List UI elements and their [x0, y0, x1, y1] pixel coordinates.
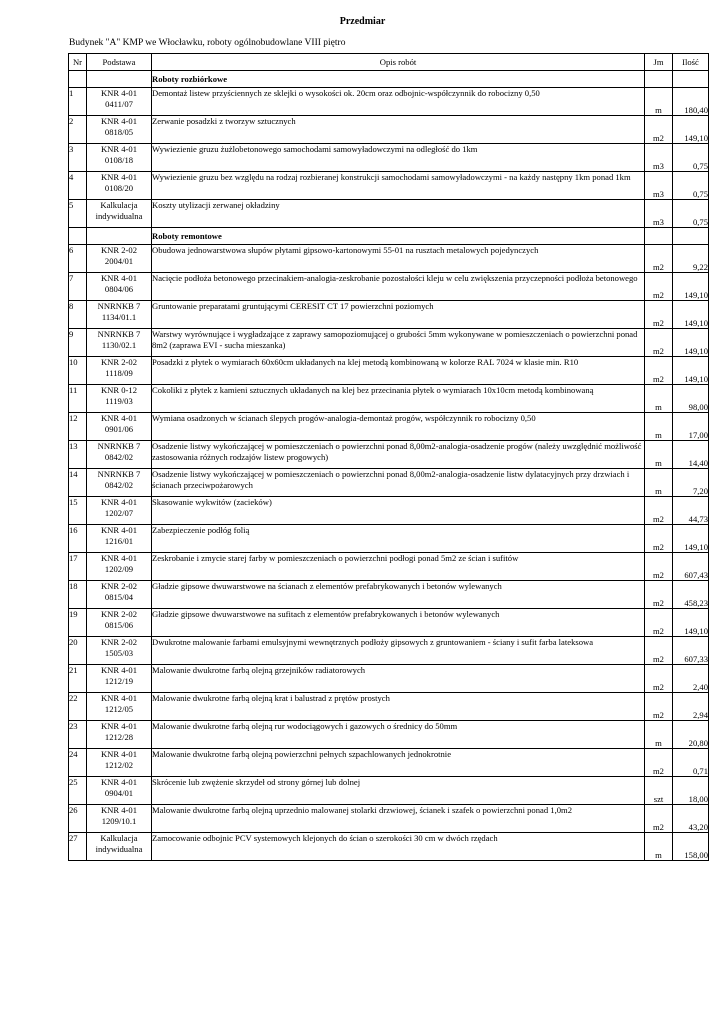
- section-ilosc-cell: [673, 71, 709, 88]
- table-row: [69, 637, 709, 665]
- row-podstawa: [87, 553, 152, 581]
- section-title: Roboty rozbiórkowe: [152, 71, 645, 88]
- row-description: Zamocowanie odbojnic PCV systemowych klejonych do ścian o szerokości 30 cm w dwóch rzędach: [152, 833, 645, 861]
- row-number: 7: [69, 273, 87, 301]
- table-row: [69, 273, 709, 301]
- row-number: 4: [69, 172, 87, 200]
- table-body: [69, 71, 709, 861]
- row-unit: m2: [645, 693, 673, 721]
- table-row: [69, 665, 709, 693]
- podstawa-catalog: KNR 4-01: [100, 693, 138, 703]
- podstawa-catalog: KNR 2-02: [100, 609, 138, 619]
- table-row: [69, 385, 709, 413]
- row-number: 11: [69, 385, 87, 413]
- row-quantity: 7,20: [673, 469, 709, 497]
- podstawa-catalog: KNR 2-02: [100, 357, 138, 367]
- row-quantity: 158,00: [673, 833, 709, 861]
- row-podstawa: [87, 200, 152, 228]
- row-quantity: 149,10: [673, 357, 709, 385]
- section-jm-cell: [645, 71, 673, 88]
- podstawa-catalog: KNR 2-02: [100, 637, 138, 647]
- row-number: 26: [69, 805, 87, 833]
- row-podstawa: [87, 693, 152, 721]
- row-unit: m2: [645, 301, 673, 329]
- row-podstawa: [87, 144, 152, 172]
- row-number: 27: [69, 833, 87, 861]
- section-row: [69, 71, 709, 88]
- row-description: Demontaż listew przyściennych ze sklejki o wysokości ok. 20cm oraz odbojnic-współczynnik do robocizny 0,50: [152, 88, 645, 116]
- table-row: [69, 581, 709, 609]
- row-number: 18: [69, 581, 87, 609]
- row-unit: m2: [645, 497, 673, 525]
- podstawa-position: 0411/07: [105, 99, 133, 109]
- row-number: 25: [69, 777, 87, 805]
- row-description: Zerwanie posadzki z tworzyw sztucznych: [152, 116, 645, 144]
- row-quantity: 18,00: [673, 777, 709, 805]
- podstawa-catalog: NNRNKB 7: [97, 441, 141, 451]
- row-quantity: 9,22: [673, 245, 709, 273]
- row-number: 6: [69, 245, 87, 273]
- row-unit: m: [645, 441, 673, 469]
- row-description: Wywiezienie gruzu żużlobetonowego samochodami samowyładowczymi na odległość do 1km: [152, 144, 645, 172]
- row-quantity: 149,10: [673, 525, 709, 553]
- row-description: Malowanie dwukrotne farbą olejną powierzchni pełnych szpachlowanych jednokrotnie: [152, 749, 645, 777]
- podstawa-position: 0108/20: [104, 183, 134, 193]
- section-podstawa-cell: [87, 71, 152, 88]
- table-row: [69, 200, 709, 228]
- row-unit: m: [645, 413, 673, 441]
- table-row: [69, 749, 709, 777]
- podstawa-position: 0108/18: [104, 155, 134, 165]
- row-description: Dwukrotne malowanie farbami emulsyjnymi wewnętrznych podłoży gipsowych z gruntowaniem - ściany i sufit farba lateksowa: [152, 637, 645, 665]
- bill-of-quantities-table: [68, 53, 709, 861]
- row-podstawa: [87, 385, 152, 413]
- podstawa-catalog: NNRNKB 7: [97, 469, 141, 479]
- podstawa-position: 0842/02: [104, 480, 134, 490]
- podstawa-catalog: KNR 4-01: [100, 144, 138, 154]
- table-row: [69, 413, 709, 441]
- podstawa-position: 0804/06: [104, 284, 134, 294]
- row-quantity: 607,43: [673, 553, 709, 581]
- row-quantity: 0,75: [673, 172, 709, 200]
- section-ilosc-cell: [673, 228, 709, 245]
- podstawa-position: 1216/01: [104, 536, 134, 546]
- podstawa-catalog: KNR 4-01: [100, 805, 138, 815]
- podstawa-position: 0901/06: [104, 424, 134, 434]
- header-podstawa: Podstawa: [87, 54, 152, 71]
- row-number: 16: [69, 525, 87, 553]
- row-number: 2: [69, 116, 87, 144]
- row-podstawa: [87, 116, 152, 144]
- row-unit: m2: [645, 525, 673, 553]
- row-number: 3: [69, 144, 87, 172]
- podstawa-catalog: Kalkulacja: [100, 833, 138, 843]
- table-row: [69, 469, 709, 497]
- row-podstawa: [87, 329, 152, 357]
- row-quantity: 607,33: [673, 637, 709, 665]
- table-row: [69, 329, 709, 357]
- row-quantity: 149,10: [673, 301, 709, 329]
- row-description: Malowanie dwukrotne farbą olejną rur wodociągowych i gazowych o średnicy do 50mm: [152, 721, 645, 749]
- row-number: 5: [69, 200, 87, 228]
- header-ilosc: Ilość: [673, 54, 709, 71]
- podstawa-position: 1212/28: [104, 732, 134, 742]
- row-podstawa: [87, 665, 152, 693]
- podstawa-catalog: KNR 4-01: [100, 116, 138, 126]
- row-podstawa: [87, 441, 152, 469]
- section-row: [69, 228, 709, 245]
- podstawa-catalog: KNR 2-02: [100, 581, 138, 591]
- table-row: [69, 553, 709, 581]
- podstawa-position: 1202/07: [104, 508, 134, 518]
- row-unit: m: [645, 833, 673, 861]
- row-podstawa: [87, 805, 152, 833]
- podstawa-catalog: KNR 4-01: [100, 665, 138, 675]
- section-nr-cell: [69, 228, 87, 245]
- row-description: Koszty utylizacji zerwanej okładziny: [152, 200, 645, 228]
- row-unit: m2: [645, 637, 673, 665]
- table-row: [69, 693, 709, 721]
- row-description: Wymiana osadzonych w ścianach ślepych progów-analogia-demontaż progów, współczynnik ro robocizny 0,50: [152, 413, 645, 441]
- podstawa-catalog: KNR 4-01: [100, 413, 138, 423]
- row-unit: m3: [645, 144, 673, 172]
- row-description: Gładzie gipsowe dwuwarstwowe na ścianach z elementów prefabrykowanych i betonów wylewanych: [152, 581, 645, 609]
- row-unit: m2: [645, 581, 673, 609]
- section-nr-cell: [69, 71, 87, 88]
- row-podstawa: [87, 637, 152, 665]
- row-unit: m2: [645, 245, 673, 273]
- row-unit: m2: [645, 805, 673, 833]
- podstawa-position: 0904/01: [104, 788, 134, 798]
- section-podstawa-cell: [87, 228, 152, 245]
- table-row: [69, 144, 709, 172]
- row-unit: m2: [645, 273, 673, 301]
- row-unit: m2: [645, 329, 673, 357]
- row-podstawa: [87, 721, 152, 749]
- row-quantity: 458,23: [673, 581, 709, 609]
- row-description: Wywiezienie gruzu bez względu na rodzaj rozbieranej konstrukcji samochodami samowyładowczymi - na każdy następny 1km ponad 1km: [152, 172, 645, 200]
- row-podstawa: [87, 413, 152, 441]
- row-quantity: 17,00: [673, 413, 709, 441]
- row-podstawa: [87, 301, 152, 329]
- podstawa-position: indywidualna: [95, 844, 143, 854]
- row-podstawa: [87, 525, 152, 553]
- podstawa-catalog: Kalkulacja: [100, 200, 138, 210]
- row-number: 10: [69, 357, 87, 385]
- row-number: 20: [69, 637, 87, 665]
- table-row: [69, 245, 709, 273]
- header-nr: Nr: [69, 54, 87, 71]
- podstawa-position: indywidualna: [95, 211, 143, 221]
- row-description: Malowanie dwukrotne farbą olejną grzejników radiatorowych: [152, 665, 645, 693]
- podstawa-position: 0815/04: [104, 592, 134, 602]
- row-number: 24: [69, 749, 87, 777]
- podstawa-catalog: KNR 2-02: [100, 245, 138, 255]
- podstawa-position: 1505/03: [104, 648, 134, 658]
- row-quantity: 44,73: [673, 497, 709, 525]
- row-podstawa: [87, 581, 152, 609]
- row-description: Gruntowanie preparatami gruntującymi CERESIT CT 17 powierzchni poziomych: [152, 301, 645, 329]
- row-number: 21: [69, 665, 87, 693]
- row-number: 14: [69, 469, 87, 497]
- table-row: [69, 525, 709, 553]
- header-opis: Opis robót: [152, 54, 645, 71]
- row-description: Zabezpieczenie podłóg folią: [152, 525, 645, 553]
- row-quantity: 149,10: [673, 329, 709, 357]
- row-quantity: 149,10: [673, 273, 709, 301]
- row-description: Nacięcie podłoża betonowego przecinakiem-analogia-zeskrobanie pozostałości kleju w celu zwiększenia przyczepności podłoża betonowego: [152, 273, 645, 301]
- row-quantity: 2,40: [673, 665, 709, 693]
- podstawa-position: 1209/10.1: [101, 816, 137, 826]
- row-description: Cokoliki z płytek z kamieni sztucznych układanych na klej bez przecinania płytek o wymiarach 10x10cm metodą kombinowaną: [152, 385, 645, 413]
- row-description: Osadzenie listwy wykończającej w pomieszczeniach o powierzchni ponad 8,00m2-analogia-osadzenie listw dylatacyjnych przy drzwiach i ścianach przeciwpożarowych: [152, 469, 645, 497]
- row-description: Malowanie dwukrotne farbą olejną krat i balustrad z prętów prostych: [152, 693, 645, 721]
- row-number: 23: [69, 721, 87, 749]
- row-number: 22: [69, 693, 87, 721]
- table-row: [69, 116, 709, 144]
- row-podstawa: [87, 497, 152, 525]
- row-unit: m3: [645, 200, 673, 228]
- podstawa-catalog: KNR 4-01: [100, 497, 138, 507]
- table-row: [69, 172, 709, 200]
- row-unit: m2: [645, 553, 673, 581]
- podstawa-catalog: KNR 4-01: [100, 525, 138, 535]
- row-podstawa: [87, 469, 152, 497]
- row-number: 12: [69, 413, 87, 441]
- row-unit: m2: [645, 609, 673, 637]
- table-row: [69, 609, 709, 637]
- podstawa-position: 1130/02.1: [101, 340, 137, 350]
- row-quantity: 0,75: [673, 200, 709, 228]
- section-title: Roboty remontowe: [152, 228, 645, 245]
- row-unit: szt: [645, 777, 673, 805]
- row-unit: m: [645, 385, 673, 413]
- row-podstawa: [87, 833, 152, 861]
- row-number: 17: [69, 553, 87, 581]
- podstawa-position: 0842/02: [104, 452, 134, 462]
- podstawa-catalog: KNR 4-01: [100, 721, 138, 731]
- row-quantity: 149,10: [673, 609, 709, 637]
- row-podstawa: [87, 88, 152, 116]
- podstawa-position: 0815/06: [104, 620, 134, 630]
- table-row: [69, 805, 709, 833]
- section-jm-cell: [645, 228, 673, 245]
- row-unit: m2: [645, 665, 673, 693]
- row-quantity: 180,40: [673, 88, 709, 116]
- row-quantity: 0,71: [673, 749, 709, 777]
- podstawa-catalog: KNR 4-01: [100, 172, 138, 182]
- podstawa-position: 1212/02: [104, 760, 134, 770]
- row-unit: m2: [645, 749, 673, 777]
- document-title: Przedmiar: [339, 16, 386, 27]
- table-row: [69, 88, 709, 116]
- row-quantity: 2,94: [673, 693, 709, 721]
- row-number: 19: [69, 609, 87, 637]
- row-unit: m3: [645, 172, 673, 200]
- row-description: Obudowa jednowarstwowa słupów płytami gipsowo-kartonowymi 55-01 na rusztach metalowych pojedynczych: [152, 245, 645, 273]
- row-podstawa: [87, 777, 152, 805]
- table-row: [69, 497, 709, 525]
- podstawa-position: 1212/05: [104, 704, 134, 714]
- podstawa-position: 1212/19: [104, 676, 134, 686]
- podstawa-position: 0818/05: [104, 127, 134, 137]
- table-row: [69, 721, 709, 749]
- row-unit: m: [645, 721, 673, 749]
- podstawa-catalog: KNR 4-01: [100, 749, 138, 759]
- podstawa-catalog: KNR 0-12: [100, 385, 138, 395]
- podstawa-catalog: KNR 4-01: [100, 273, 138, 283]
- row-podstawa: [87, 273, 152, 301]
- row-unit: m: [645, 469, 673, 497]
- row-unit: m2: [645, 357, 673, 385]
- row-podstawa: [87, 357, 152, 385]
- header-jm: Jm: [645, 54, 673, 71]
- podstawa-catalog: NNRNKB 7: [97, 329, 141, 339]
- table-row: [69, 777, 709, 805]
- table-row: [69, 301, 709, 329]
- row-unit: m: [645, 88, 673, 116]
- podstawa-catalog: NNRNKB 7: [97, 301, 141, 311]
- row-description: Malowanie dwukrotne farbą olejną uprzednio malowanej stolarki drzwiowej, ścianek i szafek o powierzchni ponad 1,0m2: [152, 805, 645, 833]
- row-podstawa: [87, 749, 152, 777]
- row-number: 15: [69, 497, 87, 525]
- row-quantity: 20,80: [673, 721, 709, 749]
- row-quantity: 14,40: [673, 441, 709, 469]
- row-quantity: 98,00: [673, 385, 709, 413]
- row-podstawa: [87, 245, 152, 273]
- podstawa-catalog: KNR 4-01: [100, 553, 138, 563]
- table-row: [69, 357, 709, 385]
- row-number: 1: [69, 88, 87, 116]
- table-row: [69, 833, 709, 861]
- podstawa-position: 1119/03: [105, 396, 133, 406]
- row-quantity: 0,75: [673, 144, 709, 172]
- row-description: Skrócenie lub zwężenie skrzydeł od strony górnej lub dolnej: [152, 777, 645, 805]
- row-description: Skasowanie wykwitów (zacieków): [152, 497, 645, 525]
- podstawa-catalog: KNR 4-01: [100, 777, 138, 787]
- row-number: 9: [69, 329, 87, 357]
- row-unit: m2: [645, 116, 673, 144]
- row-description: Osadzenie listwy wykończającej w pomieszczeniach o powierzchni ponad 8,00m2-analogia-osadzenie progów (należy uwzględnić możliwość zastosowania różnych rodzajów listew progowych): [152, 441, 645, 469]
- row-podstawa: [87, 609, 152, 637]
- podstawa-position: 1202/09: [104, 564, 134, 574]
- table-header-row: [69, 54, 709, 71]
- row-description: Gładzie gipsowe dwuwarstwowe na sufitach z elementów prefabrykowanych i betonów wylewanych: [152, 609, 645, 637]
- row-description: Zeskrobanie i zmycie starej farby w pomieszczeniach o powierzchni podłogi ponad 5m2 ze ścian i sufitów: [152, 553, 645, 581]
- podstawa-catalog: KNR 4-01: [100, 88, 138, 98]
- podstawa-position: 1118/09: [105, 368, 133, 378]
- row-number: 13: [69, 441, 87, 469]
- podstawa-position: 2004/01: [104, 256, 134, 266]
- row-quantity: 43,20: [673, 805, 709, 833]
- row-quantity: 149,10: [673, 116, 709, 144]
- podstawa-position: 1134/01.1: [101, 312, 137, 322]
- row-number: 8: [69, 301, 87, 329]
- document-subtitle: Budynek "A" KMP we Włocławku, roboty ogólnobudowlane VIII piętro: [69, 38, 346, 48]
- row-description: Posadzki z płytek o wymiarach 60x60cm układanych na klej metodą kombinowaną w kolorze RAL 7024 w klasie min. R10: [152, 357, 645, 385]
- row-description: Warstwy wyrównujące i wygładzające z zaprawy samopoziomującej o grubości 5mm wykonywane w pomieszczeniach o powierzchni ponad 8m2 (zaprawa EVI - sucha mieszanka): [152, 329, 645, 357]
- row-podstawa: [87, 172, 152, 200]
- table-row: [69, 441, 709, 469]
